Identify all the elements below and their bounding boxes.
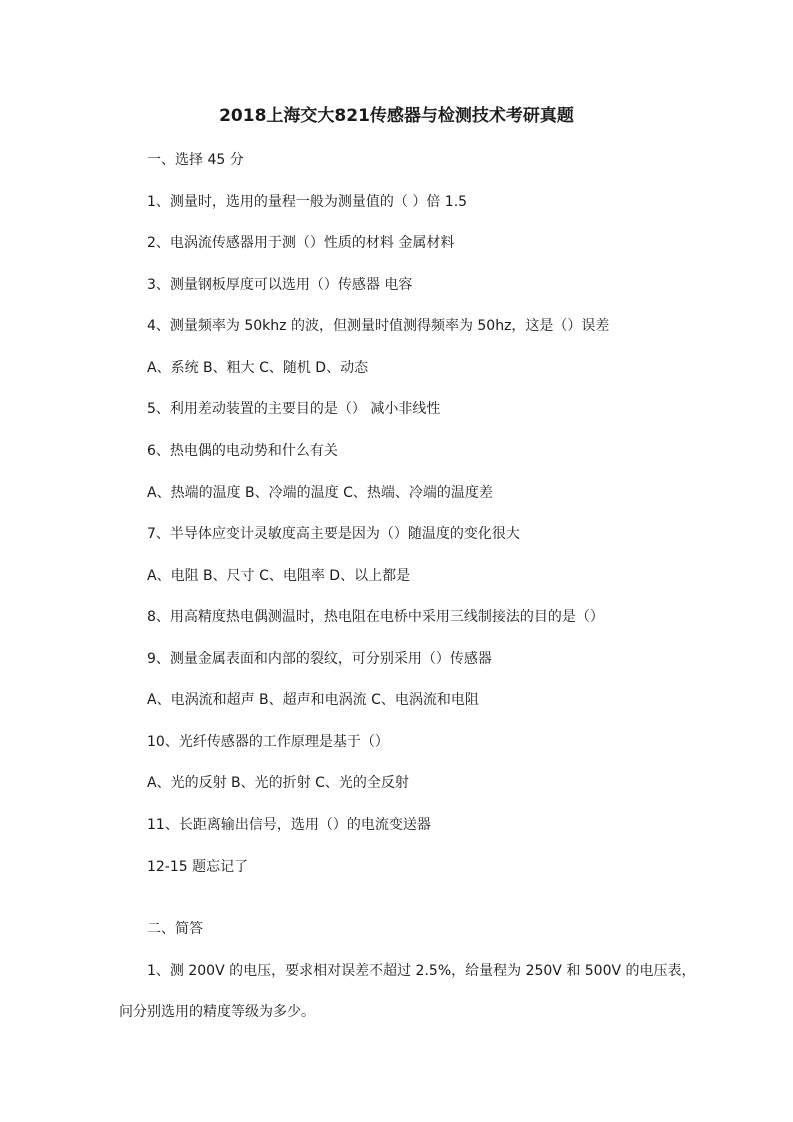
short-answer-question: 1、测 200V 的电压，要求相对误差不超过 2.5%，给量程为 250V 和 500V 的电压表，: [147, 963, 696, 979]
question-line: 2、电涡流传感器用于测（）性质的材料 金属材料: [147, 235, 455, 251]
question-line: 10、光纤传感器的工作原理是基于（）: [147, 734, 389, 750]
question-line: 9、测量金属表面和内部的裂纹，可分别采用（）传感器: [147, 651, 492, 667]
question-line: 1、测量时，选用的量程一般为测量值的（ ）倍 1.5: [147, 194, 468, 210]
answer-options: A、电阻 B、尺寸 C、电阻率 D、以上都是: [147, 568, 411, 584]
section-heading-choice: 一、选择 45 分: [147, 152, 244, 168]
document-title: 2018上海交大821传感器与检测技术考研真题: [219, 106, 574, 126]
question-line: 6、热电偶的电动势和什么有关: [147, 443, 338, 459]
note-line: 12-15 题忘记了: [147, 859, 249, 875]
answer-options: A、热端的温度 B、冷端的温度 C、热端、冷端的温度差: [147, 485, 493, 501]
question-line: 5、利用差动装置的主要目的是（） 减小非线性: [147, 401, 441, 417]
answer-options: A、电涡流和超声 B、超声和电涡流 C、电涡流和电阻: [147, 692, 479, 708]
short-answer-question-continued: 问分别选用的精度等级为多少。: [119, 1004, 315, 1020]
question-line: 11、长距离输出信号，选用（）的电流变送器: [147, 817, 431, 833]
question-line: 7、半导体应变计灵敏度高主要是因为（）随温度的变化很大: [147, 526, 520, 542]
answer-options: A、光的反射 B、光的折射 C、光的全反射: [147, 775, 409, 791]
question-line: 8、用高精度热电偶测温时，热电阻在电桥中采用三线制接法的目的是（）: [147, 609, 604, 625]
answer-options: A、系统 B、粗大 C、随机 D、动态: [147, 360, 369, 376]
question-line: 4、测量频率为 50khz 的波，但测量时值测得频率为 50hz，这是（）误差: [147, 318, 610, 334]
section-heading-short-answer: 二、简答: [147, 921, 203, 937]
question-line: 3、测量钢板厚度可以选用（）传感器 电容: [147, 277, 413, 293]
